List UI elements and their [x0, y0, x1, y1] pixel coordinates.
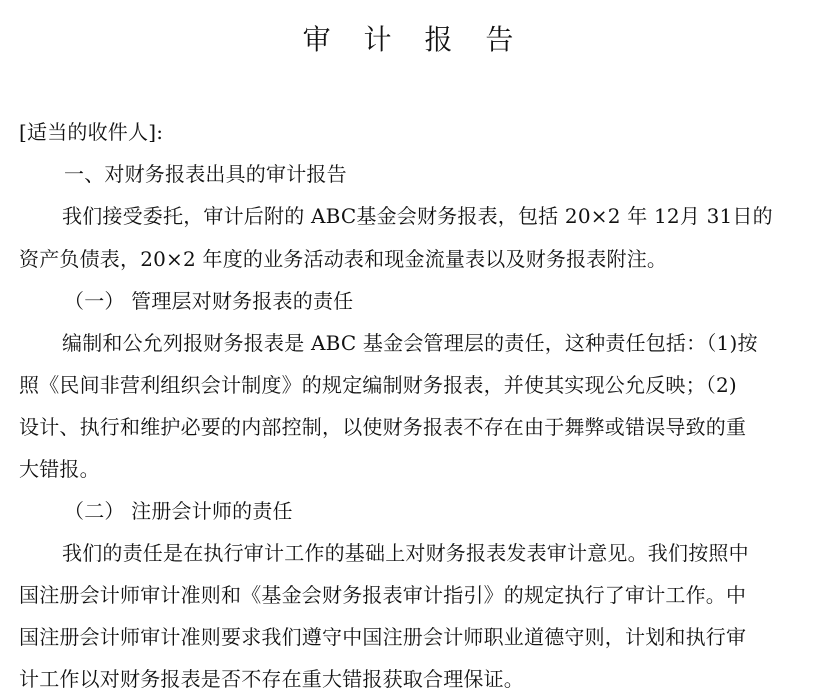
paragraph-line: 资产负债表，20×2 年度的业务活动表和现金流量表以及财务报表附注。 [19, 247, 668, 271]
paragraph-line: 编制和公允列报财务报表是 ABC 基金会管理层的责任，这种责任包括：（1)按 [62, 331, 758, 355]
addressee-line: [适当的收件人]: [19, 120, 164, 144]
paragraph-line: 国注册会计师审计准则要求我们遵守中国注册会计师职业道德守则，计划和执行审 [19, 625, 747, 649]
subsection-heading: （一） 管理层对财务报表的责任 [64, 289, 354, 313]
report-title: 审 计 报 告 [302, 23, 526, 56]
paragraph-line: 照《民间非营利组织会计制度》的规定编制财务报表，并使其实现公允反映；（2) [19, 373, 737, 397]
paragraph-line: 国注册会计师审计准则和《基金会财务报表审计指引》的规定执行了审计工作。中 [19, 583, 747, 607]
paragraph-line: 设计、执行和维护必要的内部控制，以使财务报表不存在由于舞弊或错误导致的重 [19, 415, 747, 439]
paragraph-line: 大错报。 [19, 457, 100, 481]
paragraph-line: 计工作以对财务报表是否不存在重大错报获取合理保证。 [19, 667, 524, 691]
subsection-heading: （二） 注册会计师的责任 [64, 499, 293, 523]
paragraph-line: 我们接受委托，审计后附的 ABC基金会财务报表，包括 20×2 年 12月 31日的 [62, 204, 773, 228]
section-heading: 一、对财务报表出具的审计报告 [64, 162, 347, 186]
paragraph-line: 我们的责任是在执行审计工作的基础上对财务报表发表审计意见。我们按照中 [62, 541, 749, 565]
